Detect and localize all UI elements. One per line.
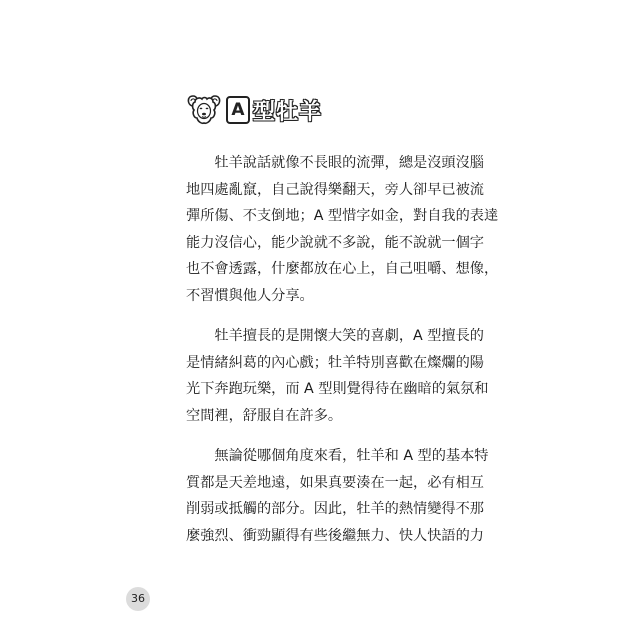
page-number: 36 <box>126 587 150 611</box>
text-line: 麼強烈、衝勁顯得有些後繼無力、快人快語的力 <box>186 527 484 544</box>
text-line: 彈所傷、不支倒地；A 型惜字如金，對自我的表達 <box>186 208 499 224</box>
text-line: 是情緒糾葛的內心戲；牡羊特別喜歡在燦爛的陽 <box>186 354 484 371</box>
text-line: 能力沒信心，能少說就不多說，能不說就一個字 <box>186 234 484 251</box>
text-line: 無論從哪個角度來看，牡羊和 A 型的基本特 <box>186 448 489 464</box>
text-line: 地四處亂竄，自己說得樂翻天，旁人卻早已被流 <box>186 181 484 198</box>
paragraph-3 <box>186 443 489 549</box>
text-line: 光下奔跑玩樂，而 A 型則覺得待在幽暗的氣氛和 <box>186 381 489 397</box>
text-line: 牡羊說話就像不長眼的流彈，總是沒頭沒腦 <box>186 155 484 171</box>
text-line: 質都是天差地遠，如果真要湊在一起，必有相互 <box>186 474 484 491</box>
title-blood-type-letter: A <box>226 96 250 124</box>
section-title <box>226 95 322 125</box>
text-line: 空間裡，舒服自在許多。 <box>186 407 343 424</box>
section-heading <box>186 90 322 130</box>
text-line: 不習慣與他人分享。 <box>186 287 314 304</box>
text-line: 也不會透露，什麼都放在心上，自己咀嚼、想像， <box>186 261 499 277</box>
body-text <box>186 150 499 563</box>
text-line: 牡羊擅長的是開懷大笑的喜劇，A 型擅長的 <box>186 328 484 344</box>
ram-face-icon <box>186 92 222 128</box>
paragraph-2 <box>186 323 489 429</box>
text-line: 削弱或抵觸的部分。因此，牡羊的熱情變得不那 <box>186 501 484 517</box>
title-text: 型牡羊 <box>253 99 323 125</box>
paragraph-1 <box>186 150 499 309</box>
